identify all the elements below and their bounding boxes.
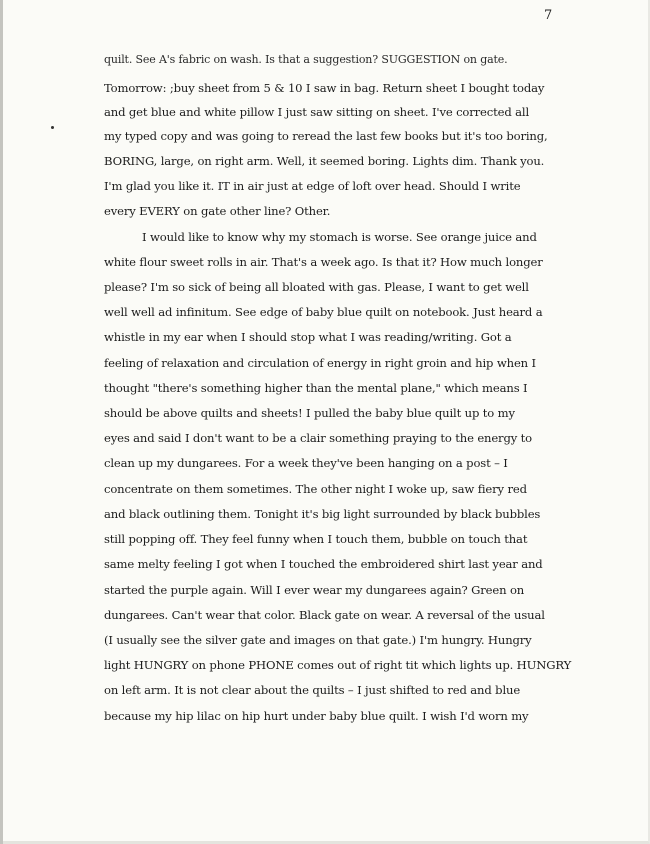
text-line: I'm glad you like it. IT in air just at edge of loft over head. Should I write (104, 179, 521, 193)
page-number: 7 (544, 8, 553, 23)
text-line: eyes and said I don't want to be a clair something praying to the energy to (104, 431, 532, 445)
paragraph-start-line: I would like to know why my stomach is worse. See orange juice and (142, 230, 537, 244)
text-line: BORING, large, on right arm. Well, it seemed boring. Lights dim. Thank you. (104, 154, 545, 168)
text-line: whistle in my ear when I should stop what I was reading/writing. Got a (104, 330, 512, 344)
text-line: should be above quilts and sheets! I pulled the baby blue quilt up to my (104, 406, 515, 420)
text-line: (I usually see the silver gate and images on that gate.) I'm hungry. Hungry (104, 633, 532, 647)
text-line: dungarees. Can't wear that color. Black gate on wear. A reversal of the usual (104, 608, 545, 622)
text-line: my typed copy and was going to reread the last few books but it's too boring, (104, 129, 548, 143)
text-line: well well ad infinitum. See edge of baby blue quilt on notebook. Just heard a (104, 305, 543, 319)
text-line: clean up my dungarees. For a week they've been hanging on a post – I (104, 456, 508, 470)
text-line: thought "there's something higher than the mental plane," which means I (104, 381, 528, 395)
stray-ink-mark (51, 126, 54, 129)
text-line: on left arm. It is not clear about the quilts – I just shifted to red and blue (104, 683, 521, 697)
text-line: same melty feeling I got when I touched the embroidered shirt last year and (104, 557, 543, 571)
text-line: concentrate on them sometimes. The other night I woke up, saw fiery red (104, 482, 527, 496)
text-line: and black outlining them. Tonight it's big light surrounded by black bubbles (104, 507, 541, 521)
text-line: quilt. See A's fabric on wash. Is that a suggestion? SUGGESTION on gate. (104, 53, 508, 66)
text-line: because my hip lilac on hip hurt under baby blue quilt. I wish I'd worn my (104, 709, 529, 723)
text-line: please? I'm so sick of being all bloated with gas. Please, I want to get well (104, 280, 529, 294)
text-line: still popping off. They feel funny when I touch them, bubble on touch that (104, 532, 528, 546)
page-left-edge (0, 0, 3, 844)
text-line: every EVERY on gate other line? Other. (104, 204, 331, 218)
text-line: Tomorrow: ;buy sheet from 5 & 10 I saw in bag. Return sheet I bought today (104, 81, 545, 95)
text-line: white flour sweet rolls in air. That's a week ago. Is that it? How much longer (104, 255, 543, 269)
text-line: feeling of relaxation and circulation of energy in right groin and hip when I (104, 356, 536, 370)
text-line: started the purple again. Will I ever wear my dungarees again? Green on (104, 583, 525, 597)
text-line: and get blue and white pillow I just saw sitting on sheet. I've corrected all (104, 105, 530, 119)
text-line: light HUNGRY on phone PHONE comes out of right tit which lights up. HUNGRY (104, 658, 572, 672)
